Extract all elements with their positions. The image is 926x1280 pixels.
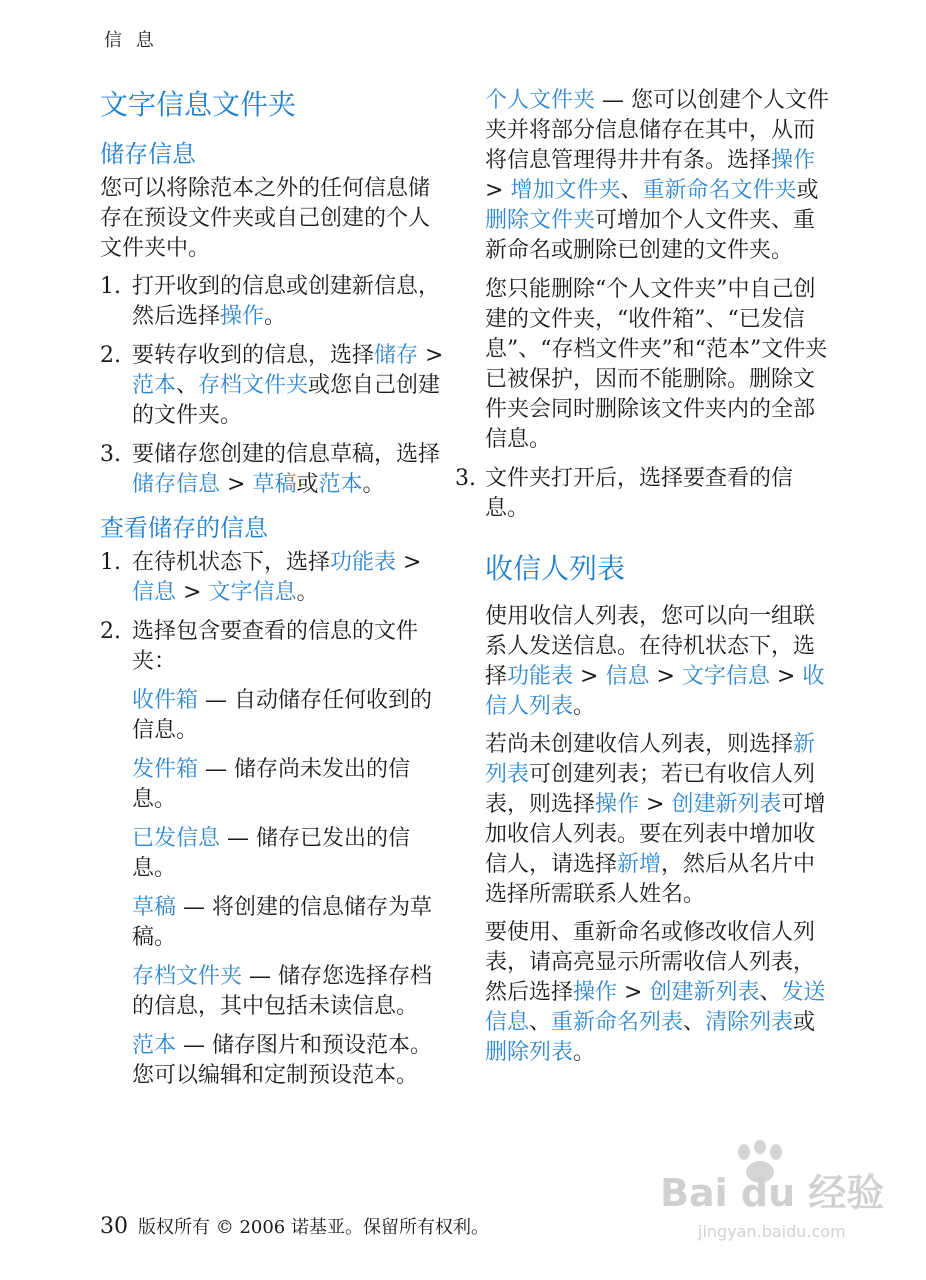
link-add-folder[interactable]: 增加文件夹 — [510, 178, 621, 203]
link-create-new-list[interactable]: 创建新列表 — [649, 980, 760, 1005]
link-archive[interactable]: 存档文件夹 — [132, 964, 243, 989]
link-templates[interactable]: 范本 — [132, 373, 177, 398]
copyright-notice: 版权所有 © 2006 诺基亚。保留所有权利。 — [138, 1217, 489, 1238]
link-outbox[interactable]: 发件箱 — [132, 757, 199, 782]
step-number: 2. — [100, 343, 121, 368]
link-send-message[interactable]: 发送信息 — [485, 980, 826, 1035]
link-save-message[interactable]: 储存信息 — [132, 472, 221, 497]
link-templates[interactable]: 范本 — [318, 472, 363, 497]
watermark-brand: Bai du 经验 — [660, 1171, 885, 1215]
step-number: 2. — [100, 619, 121, 644]
section-title-text-folders: 文字信息文件夹 — [100, 88, 297, 121]
step-number: 3. — [455, 466, 476, 491]
step-number: 1. — [100, 274, 121, 299]
link-inbox[interactable]: 收件箱 — [132, 688, 199, 713]
save-step-1: 1. 打开收到的信息或创建新信息，然后选择操作。 — [100, 274, 441, 329]
left-column — [100, 86, 448, 1100]
folder-personal: 个人文件夹 — 您可以创建个人文件夹并将部分信息储存在其中，从而将信息管理得井井有条。选择操作 > 增加文件夹、重新命名文件夹或删除文件夹可增加个人文件夹、重新命名或删除已创建的文件夹。 — [485, 88, 830, 263]
link-menu[interactable]: 功能表 — [507, 664, 574, 689]
link-messaging[interactable]: 信息 — [132, 580, 177, 605]
page-number: 30 — [100, 1214, 128, 1239]
folder-templates: 范本 — 储存图片和预设范本。您可以编辑和定制预设范本。 — [132, 1033, 433, 1088]
save-step-3: 3. 要储存您创建的信息草稿，选择储存信息 > 草稿或范本。 — [100, 442, 441, 497]
distribution-create: 若尚未创建收信人列表，则选择新列表可创建列表；若已有收信人列表，则选择操作 > 创建新列表可增加收信人列表。要在列表中增加收信人，请选择新增，然后从名片中选择所需联系人姓名。 — [485, 732, 826, 907]
link-new-list[interactable]: 新列表 — [485, 732, 816, 787]
link-rename-folder[interactable]: 重新命名文件夹 — [642, 178, 797, 203]
view-step-1: 1. 在待机状态下，选择功能表 > 信息 > 文字信息。 — [100, 550, 422, 605]
link-text-messages[interactable]: 文字信息 — [681, 664, 770, 689]
protected-folders-note: 您只能删除“个人文件夹”中自己创建的文件夹，“收件箱”、“已发信息”、“存档文件夹”和“范本”文件夹已被保护，因而不能删除。删除文件夹会同时删除该文件夹内的全部信息。 — [485, 277, 828, 452]
link-rename-list[interactable]: 重新命名列表 — [551, 1010, 684, 1035]
link-personal-folders[interactable]: 个人文件夹 — [485, 88, 596, 113]
link-templates[interactable]: 范本 — [132, 1033, 177, 1058]
section-title-distribution-lists: 收信人列表 — [485, 552, 626, 585]
step-number: 1. — [100, 550, 121, 575]
watermark-url: jingyan.baidu.com — [698, 1222, 846, 1241]
link-drafts[interactable]: 草稿 — [252, 472, 297, 497]
subsection-title-view: 查看储存的信息 — [100, 514, 268, 542]
view-step-2: 2. 选择包含要查看的信息的文件夹： — [100, 619, 419, 674]
distribution-manage: 要使用、重新命名或修改收信人列表，请高亮显示所需收信人列表，然后选择操作 > 创建新列表、发送信息、重新命名列表、清除列表或删除列表。 — [485, 920, 826, 1065]
save-step-2: 2. 要转存收到的信息，选择储存 > 范本、存档文件夹或您自己创建的文件夹。 — [100, 343, 444, 428]
link-text-messages[interactable]: 文字信息 — [208, 580, 297, 605]
folder-drafts: 草稿 — 将创建的信息储存为草稿。 — [132, 895, 433, 950]
folder-archive: 存档文件夹 — 储存您选择存档的信息，其中包括未读信息。 — [132, 964, 433, 1019]
link-save[interactable]: 储存 — [374, 343, 419, 368]
link-add[interactable]: 新增 — [617, 852, 662, 877]
baidu-jingyan-watermark — [660, 1140, 890, 1270]
page-footer — [100, 1213, 489, 1239]
right-column — [455, 86, 833, 1076]
link-options[interactable]: 操作 — [771, 148, 816, 173]
step-number: 3. — [100, 442, 121, 467]
link-delete-list[interactable]: 删除列表 — [485, 1040, 574, 1065]
link-distribution-lists[interactable]: 收信人列表 — [485, 664, 825, 719]
link-options[interactable]: 操作 — [595, 792, 640, 817]
link-clear-list[interactable]: 清除列表 — [705, 1010, 794, 1035]
subsection-title-save: 储存信息 — [100, 140, 196, 168]
save-intro: 您可以将除范本之外的任何信息储存在预设文件夹或自己创建的个人文件夹中。 — [100, 176, 431, 261]
link-sent[interactable]: 已发信息 — [132, 826, 221, 851]
link-options[interactable]: 操作 — [573, 980, 618, 1005]
link-options[interactable]: 操作 — [220, 304, 265, 329]
distribution-intro: 使用收信人列表，您可以向一组联系人发送信息。在待机状态下，选择功能表 > 信息 > 文字信息 > 收信人列表。 — [485, 604, 825, 719]
running-header: 信 息 — [104, 30, 158, 51]
link-create-new-list[interactable]: 创建新列表 — [671, 792, 782, 817]
link-drafts[interactable]: 草稿 — [132, 895, 177, 920]
link-delete-folder[interactable]: 删除文件夹 — [485, 208, 596, 233]
folder-outbox: 发件箱 — 储存尚未发出的信息。 — [132, 757, 411, 812]
folder-sent: 已发信息 — 储存已发出的信息。 — [132, 826, 411, 881]
link-archive[interactable]: 存档文件夹 — [198, 373, 309, 398]
link-messaging[interactable]: 信息 — [605, 664, 650, 689]
link-menu[interactable]: 功能表 — [330, 550, 397, 575]
folder-inbox: 收件箱 — 自动储存任何收到的信息。 — [132, 688, 433, 743]
view-step-3: 3. 文件夹打开后，选择要查看的信息。 — [455, 466, 794, 521]
